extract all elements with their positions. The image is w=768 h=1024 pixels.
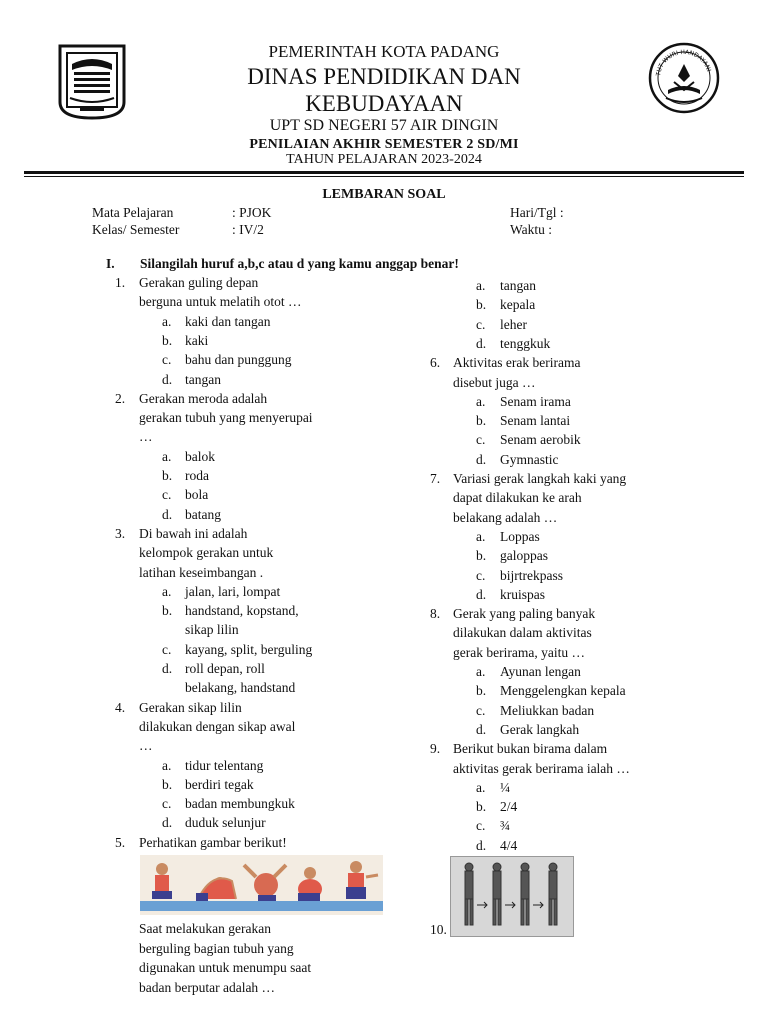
option-letter: b.	[476, 548, 487, 564]
option-text: Ayunan lengan	[500, 664, 581, 679]
q10-step-pattern-image	[450, 856, 574, 937]
option-text-continued: belakang, handstand	[185, 680, 296, 696]
question-text: Perhatikan gambar berikut!	[139, 834, 287, 850]
option-letter: b.	[476, 799, 487, 815]
header-line-3: KEBUDAYAAN	[305, 91, 463, 116]
option-text: kaki	[185, 332, 209, 348]
option-letter: b.	[162, 468, 173, 483]
option-letter: d.	[476, 335, 487, 351]
option-text: bijrtrekpass	[500, 567, 563, 583]
question-text: dapat dilakukan ke arah	[453, 490, 582, 506]
option-text: tidur telentang	[185, 757, 264, 773]
question-text: gerakan tubuh yang menyerupai	[139, 410, 313, 426]
option-letter: c.	[162, 487, 172, 503]
option-text: jalan, lari, lompat	[185, 583, 281, 599]
question-text: latihan keseimbangan .	[139, 564, 264, 580]
header-line-6: TAHUN PELAJARAN 2023-2024	[286, 152, 482, 167]
option-text: batang	[185, 506, 221, 522]
option-letter: a.	[162, 757, 172, 773]
option-letter: c.	[162, 796, 172, 812]
question-number: 5.	[115, 834, 126, 850]
option-text: berdiri tegak	[185, 776, 254, 792]
option-letter: d.	[476, 837, 487, 853]
option-letter: c.	[476, 316, 486, 332]
question-text: Gerakan meroda adalah	[139, 390, 268, 406]
option-letter: b.	[162, 332, 173, 348]
question-number: 6.	[430, 355, 441, 371]
option-letter: b.	[476, 413, 487, 429]
option-text: kruispas	[500, 586, 545, 602]
option-letter: a.	[162, 313, 172, 329]
question-text: …	[139, 429, 153, 445]
option-letter: b.	[476, 683, 487, 699]
option-letter: d.	[162, 661, 173, 676]
section-number: I.	[106, 256, 115, 271]
question-text: berguna untuk melatih otot …	[139, 294, 302, 310]
header-divider-thin	[24, 176, 744, 177]
option-letter: a.	[162, 448, 172, 464]
option-text: 4/4	[500, 837, 518, 853]
question-text: berguling bagian tubuh yang	[139, 940, 294, 956]
option-letter: a.	[476, 664, 486, 679]
question-text: Variasi gerak langkah kaki yang	[453, 471, 627, 486]
question-number: 2.	[115, 390, 126, 406]
sheet-title: LEMBARAN SOAL	[322, 187, 446, 202]
option-text: kepala	[500, 297, 536, 313]
question-text: dilakukan dalam aktivitas	[453, 625, 592, 641]
question-text: digunakan untuk menumpu saat	[139, 960, 312, 975]
header-line-2: DINAS PENDIDIKAN DAN	[247, 64, 521, 89]
option-text: Gerak langkah	[500, 721, 580, 737]
option-text: ¼	[500, 779, 511, 795]
option-letter: a.	[476, 393, 486, 409]
section-instruction: Silangilah huruf a,b,c atau d yang kamu anggap benar!	[140, 256, 459, 271]
question-text: kelompok gerakan untuk	[139, 545, 274, 561]
question-number: 4.	[115, 699, 126, 715]
question-number: 7.	[430, 471, 441, 486]
subject-label: Mata Pelajaran	[92, 205, 174, 220]
option-letter: d.	[162, 506, 173, 522]
question-number: 3.	[115, 525, 126, 541]
option-letter: b.	[162, 776, 173, 792]
option-letter: d.	[476, 586, 487, 602]
question-text: Di bawah ini adalah	[139, 525, 248, 541]
option-letter: d.	[162, 371, 173, 387]
option-text: Meliukkan badan	[500, 702, 595, 718]
class-value: : IV/2	[232, 222, 264, 237]
option-text: leher	[500, 316, 527, 332]
option-text: kaki dan tangan	[185, 313, 271, 329]
question-number: 9.	[430, 741, 441, 757]
option-letter: d.	[476, 721, 487, 737]
option-letter: b.	[162, 603, 173, 619]
option-letter: a.	[476, 278, 486, 293]
header-line-1: PEMERINTAH KOTA PADANG	[268, 42, 500, 61]
option-letter: c.	[476, 702, 486, 718]
q10-number: 10.	[430, 922, 447, 937]
option-letter: a.	[476, 528, 486, 544]
class-label: Kelas/ Semester	[92, 222, 180, 237]
option-letter: c.	[162, 641, 172, 657]
question-text: disebut juga …	[453, 374, 536, 390]
question-text: Saat melakukan gerakan	[139, 921, 271, 936]
header-line-4: UPT SD NEGERI 57 AIR DINGIN	[269, 117, 499, 134]
option-letter: d.	[162, 815, 173, 831]
option-text: kayang, split, berguling	[185, 641, 313, 657]
option-letter: a.	[162, 583, 172, 599]
subject-value: : PJOK	[232, 205, 272, 220]
option-letter: b.	[476, 297, 487, 313]
option-text: tenggkuk	[500, 335, 551, 351]
option-letter: c.	[162, 352, 172, 368]
q5-forward-roll-image	[140, 855, 383, 915]
option-letter: a.	[476, 779, 486, 795]
option-text: bahu dan punggung	[185, 352, 292, 368]
question-text: gerak berirama, yaitu …	[453, 644, 585, 660]
option-text: Loppas	[500, 528, 540, 544]
option-letter: c.	[476, 567, 486, 583]
option-letter: d.	[476, 451, 487, 467]
option-text: roll depan, roll	[185, 661, 265, 676]
question-text: Berikut bukan birama dalam	[453, 741, 608, 757]
option-text: Menggelengkan kepala	[500, 683, 626, 699]
day-label: Hari/Tgl :	[510, 205, 564, 220]
option-text: Gymnastic	[500, 451, 559, 467]
option-text-continued: sikap lilin	[185, 622, 239, 638]
question-number: 1.	[115, 275, 126, 290]
option-text: bola	[185, 487, 209, 503]
option-text: 2/4	[500, 799, 518, 815]
option-text: ¾	[500, 818, 511, 834]
question-number: 8.	[430, 606, 441, 622]
option-text: balok	[185, 448, 215, 464]
question-text: Gerak yang paling banyak	[453, 606, 596, 622]
option-text: tangan	[500, 278, 536, 293]
option-text: badan membungkuk	[185, 796, 295, 812]
question-text: dilakukan dengan sikap awal	[139, 718, 296, 734]
option-text: galoppas	[500, 548, 548, 564]
option-text: handstand, kopstand,	[185, 603, 299, 619]
option-text: tangan	[185, 371, 221, 387]
question-text: badan berputar adalah …	[139, 979, 276, 995]
question-text: Gerakan guling depan	[139, 275, 259, 290]
question-text: aktivitas gerak berirama ialah …	[453, 760, 630, 776]
svg-text:TUT WURI HANDAYANI: TUT WURI HANDAYANI	[655, 48, 713, 77]
header-line-5: PENILAIAN AKHIR SEMESTER 2 SD/MI	[249, 137, 519, 152]
question-text: Gerakan sikap lilin	[139, 699, 242, 715]
question-text: …	[139, 738, 153, 754]
option-text: Senam lantai	[500, 413, 571, 429]
time-label: Waktu :	[510, 222, 553, 237]
question-text: belakang adalah …	[453, 509, 558, 525]
option-letter: c.	[476, 432, 486, 448]
header-divider-thick	[24, 171, 744, 174]
question-text: Aktivitas erak berirama	[453, 355, 581, 371]
option-text: Senam aerobik	[500, 432, 581, 448]
option-letter: c.	[476, 818, 486, 834]
option-text: Senam irama	[500, 393, 571, 409]
option-text: roda	[185, 468, 209, 483]
option-text: duduk selunjur	[185, 815, 266, 831]
